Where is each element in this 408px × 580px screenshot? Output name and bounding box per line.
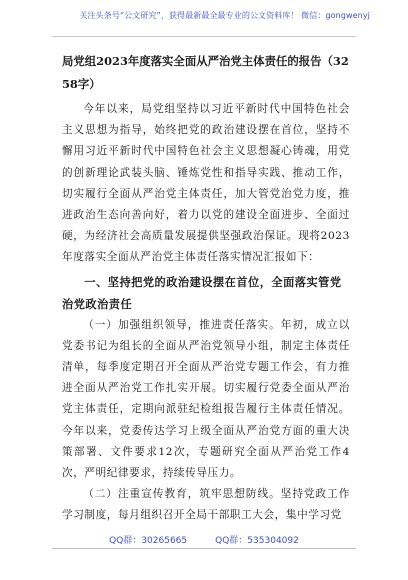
section-heading-1: 一、坚持把党的政治建设摆在首位，全面落实管党治党政治责任 [62, 274, 342, 311]
header-banner: 关注头条号“公文研究”，获得最新最全最专业的公文资料库！ 微信：gongwenyj [79, 11, 370, 20]
footer-divider [52, 548, 356, 549]
body-paragraph-2: （二）注重宣传教育，筑牢思想防线。坚持党政工作学习制度，每月组织召开全局干部职工大会，集中学习党 [62, 488, 350, 522]
document-title: 局党组2023年度落实全面从严治党主体责任的报告（3258字） [62, 54, 349, 91]
body-paragraph-1: （一）加强组织领导，推进责任落实。年初，成立以党委书记为组长的全面从严治党领导小组，制定主体责任清单，每季度定期召开全面从严治党专题工作会，有力推进全面从严治党工作扎实开展。切实履行党委全面从严治党主体责任，定期向派驻纪检组报告履行主体责任情况。今年以来，党委传达学习上级全面从严治党方面的重大决策部署、文件要求12次，专题研究全面从严治党工作4次，严明纪律要求，持续传导压力。 [62, 318, 350, 480]
document-body [62, 50, 350, 527]
header-divider [52, 36, 356, 37]
footer-contact [0, 533, 408, 546]
intro-paragraph: 今年以来，局党组坚持以习近平新时代中国特色社会主义思想为指导，始终把党的政治建设摆在首位，坚持不懈用习近平新时代中国特色社会主义思想凝心铸魂，用党的创新理论武装头脑、锤炼党性和指导实践、推动工作，切实履行全面从严治党主体责任，加大管党治党力度，推进政治生态向善向好，着力以党的建设全面进步、全面过硬，为经济社会高质量发展提供坚强政治保证。现将2023年度落实全面从严治党主体责任落实情况汇报如下： [62, 103, 350, 264]
footer-qq-group-right: QQ群：535304092 [215, 536, 299, 546]
footer-qq-group-left: QQ群：30265665 [109, 536, 188, 546]
